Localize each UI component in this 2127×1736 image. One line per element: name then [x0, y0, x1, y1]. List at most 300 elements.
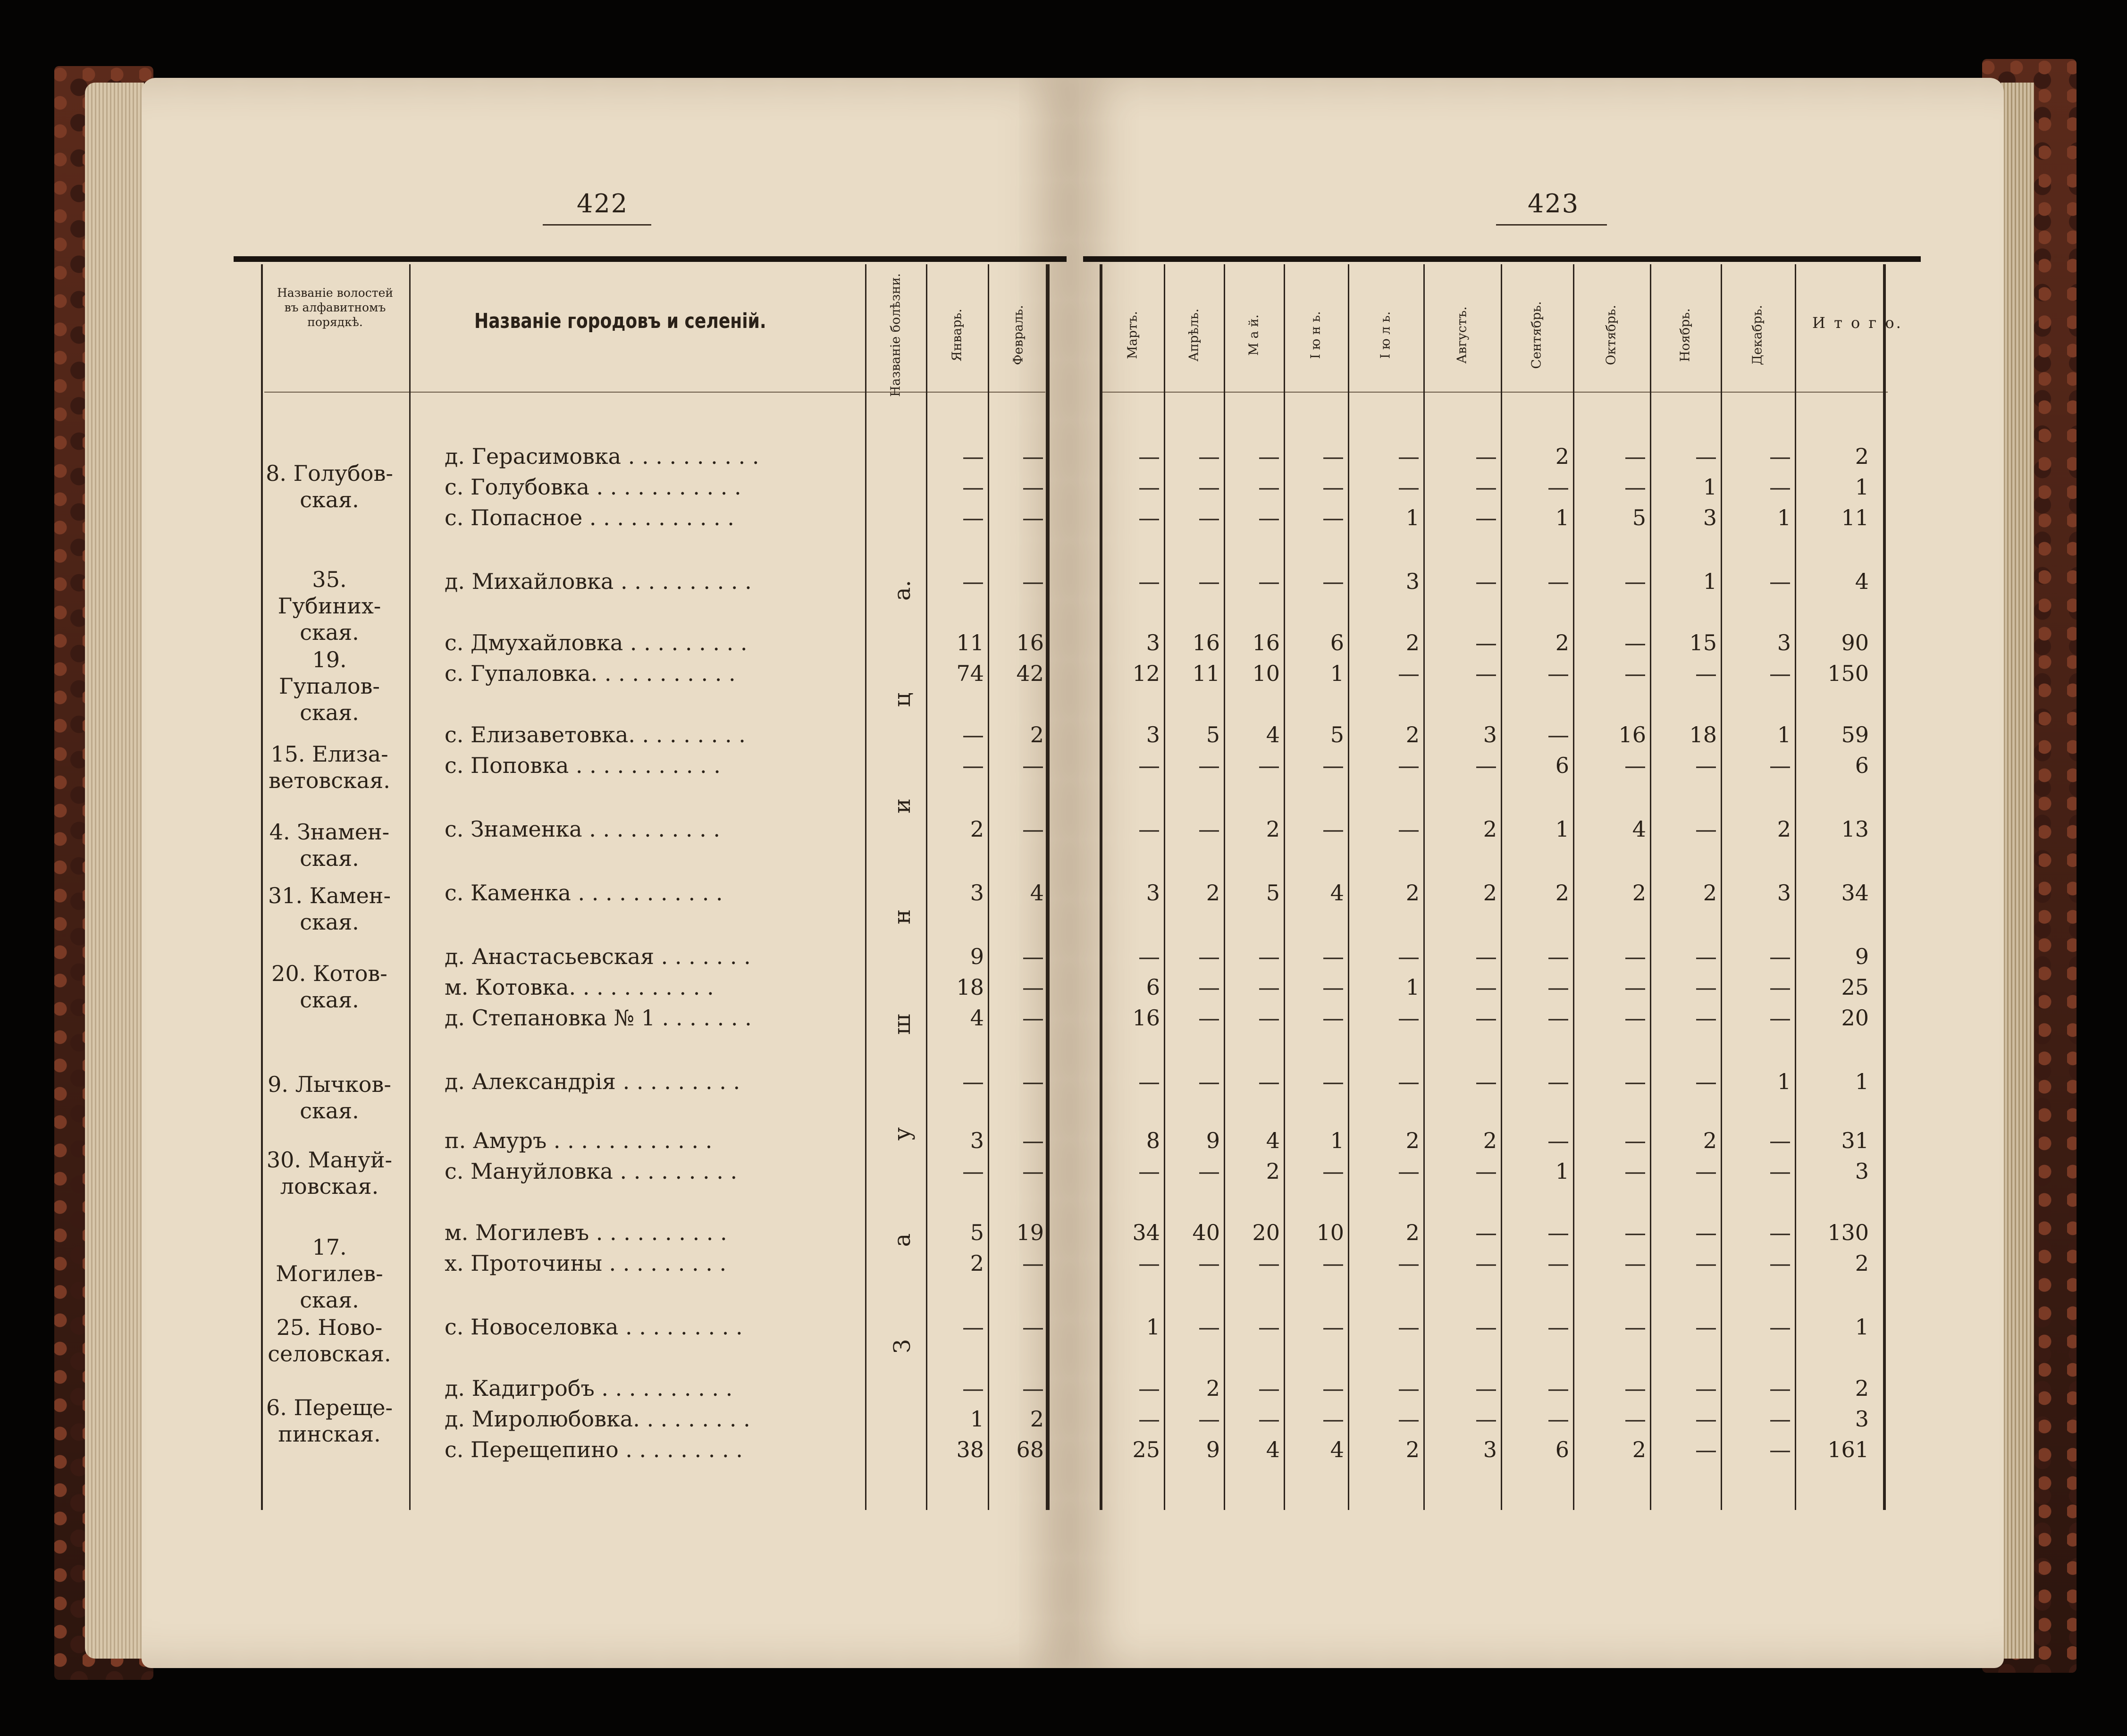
total-cell: 13	[1841, 816, 1869, 842]
month-cell: 5	[970, 1220, 984, 1245]
disease-letter: ц	[889, 692, 916, 707]
month-cell: 2	[1405, 1128, 1420, 1153]
village-name: д. Михайловка . . . . . . . . . .	[445, 569, 752, 594]
month-cell: —	[1322, 1375, 1344, 1401]
disease-letter: и	[889, 798, 916, 813]
month-cell: 6	[1555, 1437, 1569, 1462]
month-cell: —	[1198, 1069, 1220, 1094]
total-cell: 20	[1841, 1005, 1869, 1031]
month-cell: —	[1398, 1250, 1420, 1276]
month-cell: 3	[1146, 630, 1160, 655]
month-cell: —	[1322, 974, 1344, 1000]
month-cell: 2	[1555, 444, 1569, 469]
month-cell: —	[1695, 1314, 1717, 1340]
rule-v	[1284, 264, 1285, 1510]
month-cell: —	[962, 444, 984, 469]
total-cell: 59	[1841, 722, 1869, 747]
month-cell: —	[1695, 1220, 1717, 1245]
total-cell: 161	[1827, 1437, 1869, 1462]
month-cell: —	[1398, 444, 1420, 469]
village-name: д. Кадигробъ . . . . . . . . . .	[445, 1375, 733, 1401]
total-cell: 11	[1841, 505, 1869, 530]
village-name: с. Мануйловка . . . . . . . . .	[445, 1158, 738, 1184]
month-cell: —	[1624, 1069, 1646, 1094]
disease-letter: а.	[889, 580, 916, 601]
month-cell: —	[1398, 1406, 1420, 1432]
page-edges-right	[2001, 83, 2034, 1659]
month-cell: —	[1022, 816, 1044, 842]
month-cell: —	[1624, 974, 1646, 1000]
month-cell: 3	[1483, 722, 1497, 747]
month-cell: 2	[1405, 630, 1420, 655]
month-cell: 34	[1132, 1220, 1160, 1245]
month-cell: —	[1398, 1069, 1420, 1094]
month-cell: —	[1398, 1314, 1420, 1340]
month-cell: —	[1547, 1375, 1569, 1401]
rule-v	[1501, 264, 1502, 1510]
month-cell: —	[1138, 569, 1160, 594]
page-edges-left	[85, 83, 144, 1659]
month-cell: —	[962, 505, 984, 530]
month-cell: 5	[1206, 722, 1220, 747]
month-cell: —	[1022, 505, 1044, 530]
month-cell: —	[1138, 444, 1160, 469]
month-header-label: І ю н ь.	[1308, 311, 1323, 359]
month-cell: —	[1475, 753, 1497, 778]
month-cell: —	[1475, 1069, 1497, 1094]
month-cell: 1	[1703, 569, 1717, 594]
month-cell: 3	[970, 880, 984, 906]
month-cell: 74	[956, 661, 984, 686]
month-cell: 2	[1405, 1220, 1420, 1245]
total-cell: 6	[1855, 753, 1869, 778]
village-name: с. Попасное . . . . . . . . . . .	[445, 505, 734, 530]
month-header-label: Ноябрь.	[1678, 308, 1693, 362]
rule-v	[409, 264, 411, 1510]
month-cell: —	[962, 1158, 984, 1184]
month-cell: —	[1624, 1220, 1646, 1245]
rule-v	[1573, 264, 1574, 1510]
month-cell: 8	[1146, 1128, 1160, 1153]
month-cell: 1	[1777, 505, 1791, 530]
month-cell: 2	[1030, 722, 1044, 747]
month-cell: —	[962, 1375, 984, 1401]
village-name: с. Знаменка . . . . . . . . . .	[445, 816, 721, 842]
volost-name: 35. Губиних- ская.	[277, 567, 381, 645]
month-cell: 10	[1252, 661, 1280, 686]
month-cell: —	[1322, 1250, 1344, 1276]
month-cell: —	[1547, 1314, 1569, 1340]
month-cell: 5	[1330, 722, 1344, 747]
top-rule-right	[1083, 256, 1921, 262]
month-header-label: М а й.	[1246, 314, 1261, 356]
village-name: д. Александрія . . . . . . . . .	[445, 1069, 740, 1094]
month-cell: 3	[1483, 1437, 1497, 1462]
month-cell: —	[1624, 944, 1646, 969]
month-cell: 9	[1206, 1437, 1220, 1462]
month-cell: —	[1022, 1314, 1044, 1340]
total-cell: 34	[1841, 880, 1869, 906]
month-cell: 6	[1146, 974, 1160, 1000]
month-cell: —	[1022, 1069, 1044, 1094]
month-cell: 4	[1632, 816, 1646, 842]
month-cell: 68	[1016, 1437, 1044, 1462]
rule-v	[1164, 264, 1165, 1510]
month-cell: —	[1398, 1375, 1420, 1401]
month-cell: —	[1624, 1375, 1646, 1401]
volost-name: 25. Ново- селовская.	[268, 1315, 391, 1367]
month-cell: —	[1138, 816, 1160, 842]
month-cell: 2	[1405, 1437, 1420, 1462]
month-cell: —	[1769, 1128, 1791, 1153]
village-name: м. Котовка. . . . . . . . . . .	[445, 974, 714, 1000]
month-cell: 6	[1330, 630, 1344, 655]
month-cell: 16	[1618, 722, 1646, 747]
month-cell: —	[1198, 753, 1220, 778]
month-cell: 4	[1266, 722, 1280, 747]
month-cell: 16	[1132, 1005, 1160, 1031]
month-cell: 16	[1252, 630, 1280, 655]
total-cell: 2	[1855, 1375, 1869, 1401]
volost-name: 6. Перещe- пинская.	[266, 1395, 393, 1447]
month-cell: —	[962, 1314, 984, 1340]
month-cell: 3	[1777, 630, 1791, 655]
month-cell: —	[1258, 444, 1280, 469]
month-cell: 16	[1192, 630, 1220, 655]
month-cell: —	[1695, 1250, 1717, 1276]
month-cell: —	[1769, 1406, 1791, 1432]
month-cell: —	[1198, 505, 1220, 530]
month-cell: —	[1624, 444, 1646, 469]
month-cell: —	[1769, 1375, 1791, 1401]
month-cell: —	[1022, 1128, 1044, 1153]
month-cell: —	[1398, 1005, 1420, 1031]
month-cell: 2	[1703, 1128, 1717, 1153]
month-cell: —	[1475, 1158, 1497, 1184]
month-cell: 1	[1777, 1069, 1791, 1094]
disease-letter: а	[889, 1233, 916, 1247]
total-cell: 25	[1841, 974, 1869, 1000]
disease-letter: н	[889, 909, 916, 924]
month-cell: —	[1198, 1158, 1220, 1184]
month-cell: —	[1258, 974, 1280, 1000]
month-cell: —	[1547, 1005, 1569, 1031]
month-cell: —	[1695, 1005, 1717, 1031]
month-cell: —	[1695, 444, 1717, 469]
month-cell: —	[1138, 753, 1160, 778]
month-cell: —	[1322, 944, 1344, 969]
month-cell: —	[1198, 1314, 1220, 1340]
month-cell: —	[1022, 944, 1044, 969]
month-cell: 18	[956, 974, 984, 1000]
total-cell: 130	[1827, 1220, 1869, 1245]
village-name: с. Гупаловка. . . . . . . . . . .	[445, 661, 736, 686]
volost-name: 8. Голубов- ская.	[266, 461, 393, 512]
month-cell: —	[1624, 569, 1646, 594]
month-cell: —	[1624, 474, 1646, 500]
month-cell: 3	[1777, 880, 1791, 906]
total-cell: 2	[1855, 1250, 1869, 1276]
total-cell: 31	[1841, 1128, 1869, 1153]
month-cell: 1	[1555, 816, 1569, 842]
month-cell: 3	[1703, 505, 1717, 530]
month-cell: —	[1322, 1005, 1344, 1031]
disease-header-label: Названіе болѣзни.	[888, 273, 903, 397]
month-cell: —	[1769, 944, 1791, 969]
month-cell: 1	[1146, 1314, 1160, 1340]
month-cell: —	[1022, 1158, 1044, 1184]
month-cell: —	[1547, 1250, 1569, 1276]
month-cell: —	[1138, 1158, 1160, 1184]
month-cell: —	[1624, 753, 1646, 778]
month-cell: —	[1398, 816, 1420, 842]
month-cell: 12	[1132, 661, 1160, 686]
month-cell: —	[1258, 1250, 1280, 1276]
month-cell: 2	[1555, 630, 1569, 655]
month-cell: 3	[1146, 880, 1160, 906]
village-name: с. Каменка . . . . . . . . . . .	[445, 880, 723, 906]
month-cell: 42	[1016, 661, 1044, 686]
month-cell: —	[962, 722, 984, 747]
month-cell: 2	[1206, 880, 1220, 906]
month-cell: 40	[1192, 1220, 1220, 1245]
disease-letter: у	[889, 1127, 916, 1141]
total-cell: 90	[1841, 630, 1869, 655]
month-cell: —	[1198, 569, 1220, 594]
month-cell: 2	[1483, 1128, 1497, 1153]
month-cell: 1	[1555, 1158, 1569, 1184]
month-cell: —	[1258, 474, 1280, 500]
month-cell: —	[1695, 1158, 1717, 1184]
month-cell: —	[1322, 569, 1344, 594]
volost-name: 19. Гупалов- ская.	[279, 647, 380, 725]
month-cell: —	[1398, 1158, 1420, 1184]
page-number-left: 422	[577, 189, 629, 218]
volost-name: 31. Камен- ская.	[268, 883, 391, 935]
month-cell: 16	[1016, 630, 1044, 655]
month-cell: 2	[1632, 880, 1646, 906]
month-cell: —	[1022, 569, 1044, 594]
month-cell: —	[1695, 974, 1717, 1000]
month-cell: —	[1769, 1220, 1791, 1245]
month-cell: —	[1198, 474, 1220, 500]
rule-v	[865, 264, 866, 1510]
month-cell: —	[1547, 1069, 1569, 1094]
month-cell: —	[1547, 474, 1569, 500]
month-cell: —	[1322, 816, 1344, 842]
month-cell: —	[1547, 1220, 1569, 1245]
month-cell: —	[1475, 1250, 1497, 1276]
rule-v	[1883, 264, 1886, 1510]
month-cell: —	[1258, 1314, 1280, 1340]
month-cell: 20	[1252, 1220, 1280, 1245]
page-number-rule-right	[1496, 224, 1607, 226]
month-cell: —	[1547, 661, 1569, 686]
total-header: И т о г о.	[1812, 314, 1903, 332]
month-cell: —	[1624, 661, 1646, 686]
month-cell: —	[1769, 1005, 1791, 1031]
month-cell: —	[1624, 1314, 1646, 1340]
month-cell: —	[1475, 661, 1497, 686]
month-cell: —	[1695, 944, 1717, 969]
month-cell: 2	[1030, 1406, 1044, 1432]
month-cell: 4	[970, 1005, 984, 1031]
month-cell: —	[1624, 1406, 1646, 1432]
month-cell: —	[1398, 661, 1420, 686]
village-name: д. Герасимовка . . . . . . . . . .	[445, 444, 759, 469]
month-cell: 6	[1555, 753, 1569, 778]
month-cell: 3	[1405, 569, 1420, 594]
month-cell: 2	[1632, 1437, 1646, 1462]
volost-name: 20. Котов- ская.	[271, 961, 387, 1013]
month-cell: 4	[1330, 880, 1344, 906]
month-cell: —	[1624, 1250, 1646, 1276]
rule-v	[1721, 264, 1722, 1510]
month-cell: —	[1258, 505, 1280, 530]
month-cell: —	[1547, 974, 1569, 1000]
village-name: п. Амуръ . . . . . . . . . . . .	[445, 1128, 713, 1153]
month-cell: —	[1138, 1069, 1160, 1094]
month-cell: —	[1475, 444, 1497, 469]
month-cell: —	[1547, 569, 1569, 594]
month-cell: —	[1258, 1005, 1280, 1031]
volost-name: 17. Могилев- ская.	[276, 1234, 383, 1313]
village-header: Названіе городовъ и селеній.	[474, 309, 766, 333]
volost-name: 4. Знамен- ская.	[269, 819, 390, 871]
month-cell: —	[1547, 1128, 1569, 1153]
month-cell: 2	[1206, 1375, 1220, 1401]
month-cell: —	[962, 474, 984, 500]
month-cell: —	[1475, 974, 1497, 1000]
month-cell: —	[1258, 569, 1280, 594]
rule-v	[1423, 264, 1425, 1510]
month-cell: 5	[1632, 505, 1646, 530]
total-cell: 4	[1855, 569, 1869, 594]
page-number-right: 423	[1528, 189, 1580, 218]
village-name: с. Перещепино . . . . . . . . .	[445, 1437, 743, 1462]
total-cell: 1	[1855, 1069, 1869, 1094]
month-cell: —	[1695, 1069, 1717, 1094]
month-cell: 2	[970, 1250, 984, 1276]
total-cell: 150	[1827, 661, 1869, 686]
page-number-rule-left	[543, 224, 651, 226]
month-cell: —	[1322, 753, 1344, 778]
month-cell: —	[1258, 1375, 1280, 1401]
month-cell: —	[1322, 1069, 1344, 1094]
month-cell: —	[1769, 1314, 1791, 1340]
month-cell: 11	[956, 630, 984, 655]
month-cell: —	[1624, 1128, 1646, 1153]
month-cell: —	[1547, 944, 1569, 969]
rule-v	[926, 264, 927, 1510]
month-cell: —	[1695, 753, 1717, 778]
month-cell: —	[1475, 1220, 1497, 1245]
village-name: с. Елизаветовка. . . . . . . . .	[445, 722, 746, 747]
rule-v	[1100, 264, 1102, 1510]
month-cell: —	[1198, 1406, 1220, 1432]
month-cell: —	[1624, 1158, 1646, 1184]
village-name: с. Голубовка . . . . . . . . . . .	[445, 474, 741, 500]
month-cell: 1	[1405, 505, 1420, 530]
month-cell: —	[1138, 1375, 1160, 1401]
village-name: м. Могилевъ . . . . . . . . . .	[445, 1220, 727, 1245]
month-cell: 10	[1316, 1220, 1344, 1245]
month-cell: 1	[1777, 722, 1791, 747]
month-cell: 1	[970, 1406, 984, 1432]
total-cell: 2	[1855, 444, 1869, 469]
header-rule-right	[1102, 392, 1888, 393]
month-cell: —	[1624, 630, 1646, 655]
month-cell: —	[1475, 1005, 1497, 1031]
month-cell: —	[1398, 753, 1420, 778]
month-cell: 2	[1777, 816, 1791, 842]
month-cell: 4	[1266, 1437, 1280, 1462]
month-cell: —	[1022, 1375, 1044, 1401]
month-cell: 11	[1192, 661, 1220, 686]
month-cell: —	[1322, 505, 1344, 530]
month-cell: 3	[1146, 722, 1160, 747]
month-cell: —	[1695, 661, 1717, 686]
month-cell: —	[1547, 722, 1569, 747]
month-cell: —	[1695, 1375, 1717, 1401]
month-cell: 1	[1703, 474, 1717, 500]
volost-header: Названіе волостей въ алфавитномъ порядкѣ.	[277, 286, 394, 329]
month-cell: —	[1198, 1005, 1220, 1031]
month-cell: —	[1322, 1406, 1344, 1432]
month-cell: 1	[1330, 661, 1344, 686]
month-cell: —	[1475, 505, 1497, 530]
month-cell: —	[1695, 816, 1717, 842]
month-cell: —	[1022, 1250, 1044, 1276]
month-cell: —	[1475, 1406, 1497, 1432]
month-cell: 4	[1266, 1128, 1280, 1153]
month-cell: 5	[1266, 880, 1280, 906]
month-cell: —	[1475, 630, 1497, 655]
total-cell: 1	[1855, 1314, 1869, 1340]
month-cell: —	[1695, 1437, 1717, 1462]
month-cell: 1	[1405, 974, 1420, 1000]
month-cell: 2	[970, 816, 984, 842]
month-cell: 4	[1330, 1437, 1344, 1462]
total-cell: 3	[1855, 1158, 1869, 1184]
rule-v	[1650, 264, 1651, 1510]
month-header-label: Августъ.	[1454, 306, 1470, 364]
month-cell: —	[962, 569, 984, 594]
month-cell: 25	[1132, 1437, 1160, 1462]
month-cell: 15	[1689, 630, 1717, 655]
month-cell: 2	[1483, 880, 1497, 906]
month-cell: —	[1322, 1158, 1344, 1184]
village-name: с. Дмухайловка . . . . . . . . .	[445, 630, 748, 655]
month-cell: 2	[1266, 1158, 1280, 1184]
month-cell: 2	[1555, 880, 1569, 906]
month-cell: —	[1769, 1437, 1791, 1462]
month-header-label: Февраль.	[1011, 305, 1026, 365]
total-cell: 3	[1855, 1406, 1869, 1432]
month-cell: —	[1198, 944, 1220, 969]
village-name: д. Анастасьевская . . . . . . .	[445, 944, 751, 969]
month-cell: —	[1475, 1314, 1497, 1340]
month-cell: —	[1022, 474, 1044, 500]
month-cell: 2	[1266, 816, 1280, 842]
month-cell: —	[1322, 474, 1344, 500]
rule-v	[1348, 264, 1349, 1510]
month-cell: 1	[1555, 505, 1569, 530]
month-cell: 2	[1405, 722, 1420, 747]
month-cell: —	[1022, 753, 1044, 778]
month-cell: —	[1769, 444, 1791, 469]
village-name: с. Поповка . . . . . . . . . . .	[445, 753, 721, 778]
